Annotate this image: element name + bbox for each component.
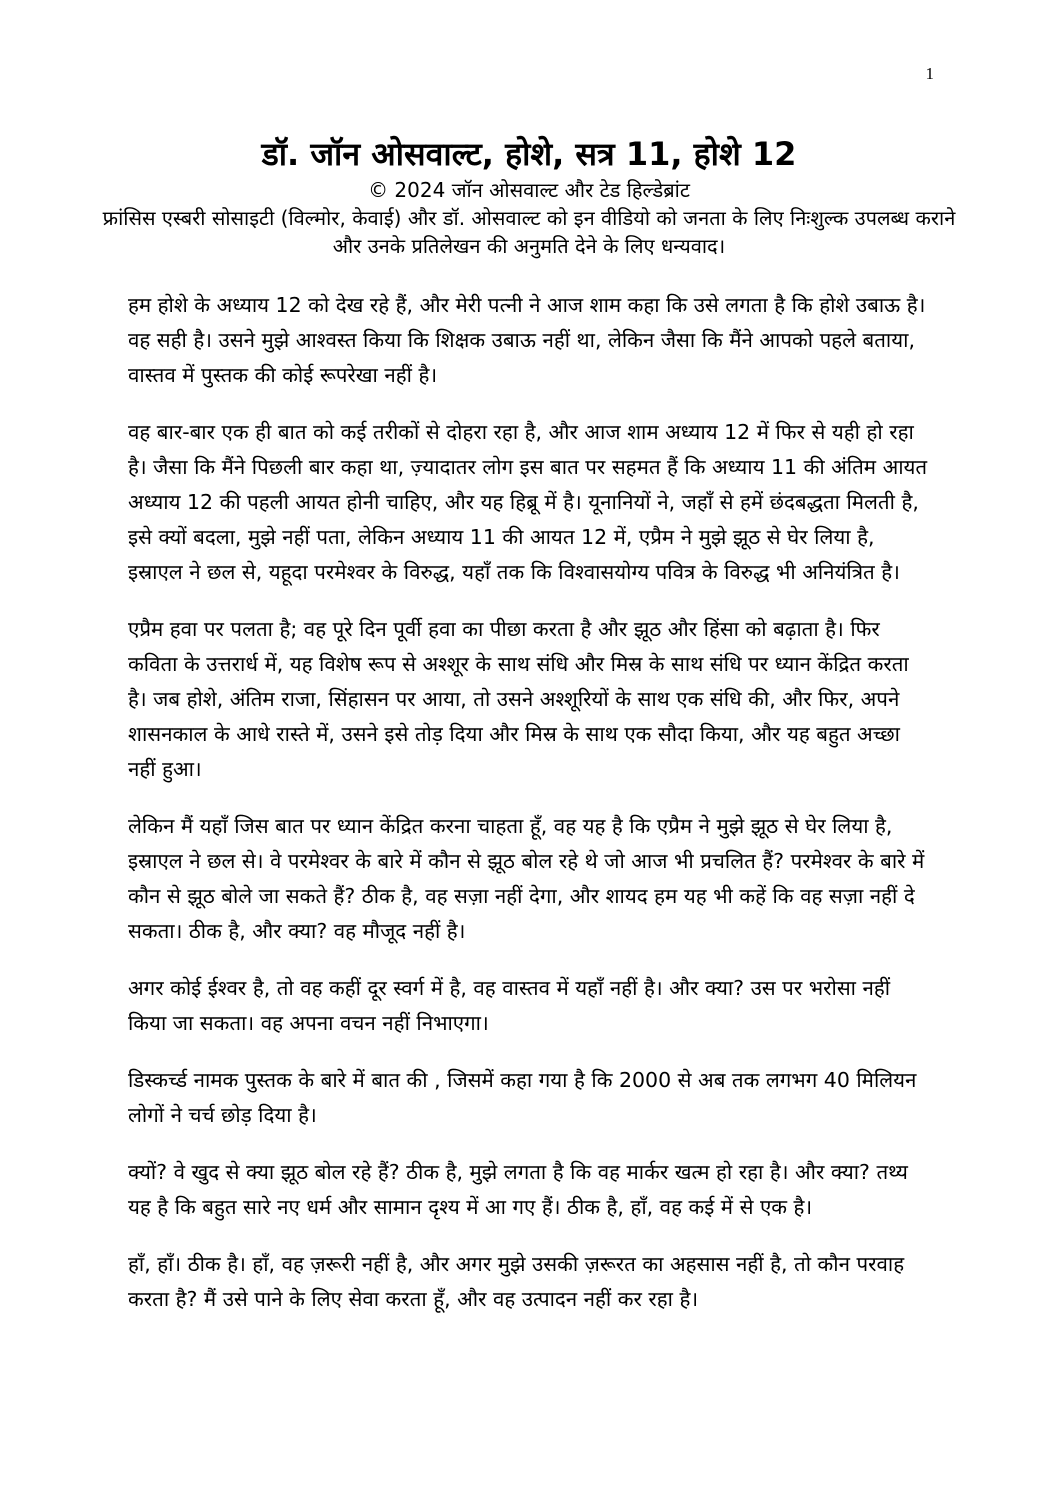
paragraph: हम होशे के अध्याय 12 को देख रहे हैं, और मेरी पत्नी ने आज शाम कहा कि उसे लगता है कि होशे उबाऊ है। वह सही है। उसने मुझे आश्वस्त किया कि शिक्षक उबाऊ नहीं था, लेकिन जैसा कि मैंने आपको पहले बताया, वास्तव में पुस्तक की कोई रूपरेखा नहीं है।: [128, 293, 926, 387]
page-number: 1: [925, 64, 934, 83]
acknowledgement: फ्रांसिस एस्बरी सोसाइटी (विल्मोर, केवाई) और डॉ. ओसवाल्ट को इन वीडियो को जनता के लिए निःशुल्क उपलब्ध कराने और उनके प्रतिलेखन की अनुमति देने के लिए धन्यवाद।: [102, 206, 956, 258]
paragraph: एप्रैम हवा पर पलता है; वह पूरे दिन पूर्वी हवा का पीछा करता है और झूठ और हिंसा को बढ़ाता है। फिर कविता के उत्तरार्ध में, यह विशेष रूप से अश्शूर के साथ संधि और मिस्र के साथ संधि पर ध्यान केंद्रित करता है। जब होशे, अंतिम राजा, सिंहासन पर आया, तो उसने अश्शूरियों के साथ एक संधि की, और फिर, अपने शासनकाल के आधे रास्ते में, उसने इसे तोड़ दिया और मिस्र के साथ एक सौदा किया, और यह बहुत अच्छा नहीं हुआ।: [128, 617, 909, 781]
paragraph: लेकिन मैं यहाँ जिस बात पर ध्यान केंद्रित करना चाहता हूँ, वह यह है कि एप्रैम ने मुझे झूठ से घेर लिया है, इस्राएल ने छल से। वे परमेश्वर के बारे में कौन से झूठ बोल रहे थे जो आज भी प्रचलित हैं? परमेश्वर के बारे में कौन से झूठ बोले जा सकते हैं? ठीक है, वह सज़ा नहीं देगा, और शायद हम यह भी कहें कि वह सज़ा नहीं दे सकता। ठीक है, और क्या? वह मौजूद नहीं है।: [128, 814, 925, 943]
document-header: [90, 132, 968, 260]
document-title: डॉ. जॉन ओसवाल्ट, होशे, सत्र 11, होशे 12: [261, 135, 797, 173]
paragraph: वह बार-बार एक ही बात को कई तरीकों से दोहरा रहा है, और आज शाम अध्याय 12 में फिर से यही हो रहा है। जैसा कि मैंने पिछली बार कहा था, ज़्यादातर लोग इस बात पर सहमत हैं कि अध्याय 11 की अंतिम आयत अध्याय 12 की पहली आयत होनी चाहिए, और यह हिब्रू में है। यूनानियों ने, जहाँ से हमें छंदबद्धता मिलती है, इसे क्यों बदला, मुझे नहीं पता, लेकिन अध्याय 11 की आयत 12 में, एप्रैम ने मुझे झूठ से घेर लिया है, इस्राएल ने छल से, यहूदा परमेश्वर के विरुद्ध, यहाँ तक कि विश्वासयोग्य पवित्र के विरुद्ध भी अनियंत्रित है।: [128, 420, 928, 584]
paragraph: अगर कोई ईश्वर है, तो वह कहीं दूर स्वर्ग में है, वह वास्तव में यहाँ नहीं है। और क्या? उस पर भरोसा नहीं किया जा सकता। वह अपना वचन नहीं निभाएगा।: [128, 976, 891, 1035]
paragraph: डिस्कर्च्ड नामक पुस्तक के बारे में बात की , जिसमें कहा गया है कि 2000 से अब तक लगभग 40 मिलियन लोगों ने चर्च छोड़ दिया है।: [128, 1068, 917, 1127]
paragraph: क्यों? वे खुद से क्या झूठ बोल रहे हैं? ठीक है, मुझे लगता है कि वह मार्कर खत्म हो रहा है। और क्या? तथ्य यह है कि बहुत सारे नए धर्म और सामान दृश्य में आ गए हैं। ठीक है, हाँ, वह कई में से एक है।: [128, 1160, 908, 1219]
copyright-line: © 2024 जॉन ओसवाल्ट और टेड हिल्डेब्रांट: [368, 178, 690, 202]
paragraph: हाँ, हाँ। ठीक है। हाँ, वह ज़रूरी नहीं है, और अगर मुझे उसकी ज़रूरत का अहसास नहीं है, तो कौन परवाह करता है? मैं उसे पाने के लिए सेवा करता हूँ, और वह उत्पादन नहीं कर रहा है।: [128, 1252, 905, 1311]
transcript-body: [128, 288, 930, 1339]
